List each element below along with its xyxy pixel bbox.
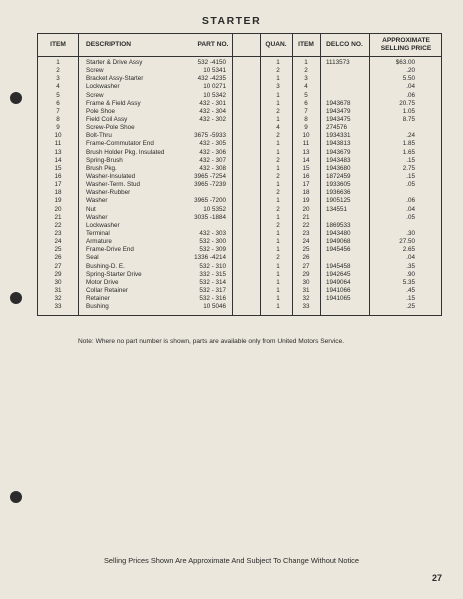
punch-hole: [10, 491, 22, 503]
item-2-cell: 20: [302, 205, 310, 213]
description-cell: Brush Holder Pkg. Insulated: [86, 148, 165, 156]
item-2-cell: 29: [302, 270, 310, 278]
description-cell: Washer: [86, 197, 108, 205]
description-cell: Motor Drive: [86, 278, 119, 286]
part-no-cell: 432 - 305: [199, 140, 226, 148]
item-cell: 2: [56, 67, 60, 75]
item-2-cell: 14: [302, 156, 310, 164]
price-cell: 8.75: [402, 115, 415, 123]
description-cell: Screw-Pole Shoe: [86, 124, 135, 132]
header-item: ITEM: [50, 41, 66, 48]
delco-no-cell: 1943479: [326, 107, 351, 115]
quantity-cell: 1: [276, 99, 280, 107]
delco-no-cell: 1943678: [326, 99, 351, 107]
part-no-cell: 3965 -7239: [194, 181, 226, 189]
quantity-cell: 2: [276, 132, 280, 140]
item-cell: 9: [56, 124, 60, 132]
table-row: [38, 108, 441, 116]
quantity-cell: 1: [276, 238, 280, 246]
delco-no-cell: 1945458: [326, 262, 351, 270]
item-2-cell: 23: [302, 229, 310, 237]
item-2-cell: 5: [304, 91, 308, 99]
table-row: [38, 75, 441, 83]
part-no-cell: 10 0271: [203, 83, 226, 91]
quantity-cell: 1: [276, 91, 280, 99]
quantity-cell: 2: [276, 172, 280, 180]
item-cell: 15: [54, 164, 62, 172]
item-2-cell: 4: [304, 83, 308, 91]
page-title: STARTER: [201, 15, 262, 27]
table-row: [38, 92, 441, 100]
delco-no-cell: 1113573: [326, 59, 350, 66]
quantity-cell: 1: [276, 278, 280, 286]
table-row: [38, 165, 441, 173]
table-row: [38, 124, 441, 132]
item-cell: 20: [54, 205, 62, 213]
quantity-cell: 1: [276, 213, 280, 221]
table-row: [38, 149, 441, 157]
item-cell: 29: [54, 270, 62, 278]
delco-no-cell: 1942645: [326, 270, 351, 278]
quantity-cell: 1: [276, 262, 280, 270]
price-cell: .30: [406, 229, 415, 237]
delco-no-cell: 1943679: [326, 148, 351, 156]
table-row: [38, 157, 441, 165]
quantity-cell: 2: [276, 205, 280, 213]
part-no-cell: 432 - 302: [199, 115, 226, 123]
item-2-cell: 1: [304, 59, 308, 66]
item-cell: 6: [56, 99, 60, 107]
table-row: [38, 263, 441, 271]
item-2-cell: 30: [302, 278, 310, 286]
description-cell: Field Coil Assy: [86, 115, 128, 123]
punch-hole: [10, 292, 22, 304]
item-cell: 18: [54, 189, 62, 197]
table-row: [38, 279, 441, 287]
description-cell: Nut: [86, 205, 96, 213]
part-no-cell: 432 -4235: [197, 75, 226, 83]
part-no-cell: 532 - 309: [199, 246, 226, 254]
price-cell: .15: [406, 156, 415, 164]
delco-no-cell: 134551: [326, 205, 348, 213]
part-no-cell: 3965 -7254: [194, 172, 226, 180]
description-cell: Screw: [86, 91, 104, 99]
item-cell: 23: [54, 229, 62, 237]
price-cell: .90: [406, 270, 415, 278]
description-cell: Bolt-Thru: [86, 132, 112, 140]
delco-no-cell: 1936636: [326, 189, 351, 197]
delco-no-cell: 1872459: [326, 172, 351, 180]
price-cell: .15: [406, 295, 415, 303]
quantity-cell: 1: [276, 59, 280, 66]
item-2-cell: 7: [304, 107, 308, 115]
item-cell: 8: [56, 115, 60, 123]
quantity-cell: 1: [276, 164, 280, 172]
part-no-cell: 432 - 303: [199, 229, 226, 237]
table-row: [38, 238, 441, 246]
part-no-cell: 1336 -4214: [194, 254, 226, 262]
description-cell: Frame-Drive End: [86, 246, 134, 254]
quantity-cell: 2: [276, 221, 280, 229]
table-row: [38, 59, 441, 67]
item-cell: 32: [54, 295, 62, 303]
delco-no-cell: 1943680: [326, 164, 351, 172]
price-cell: 2.75: [402, 164, 415, 172]
header-item-2: ITEM: [298, 41, 314, 48]
item-2-cell: 15: [302, 164, 310, 172]
price-cell: .25: [406, 303, 415, 311]
quantity-cell: 1: [276, 75, 280, 83]
item-cell: 22: [54, 221, 62, 229]
table-row: [38, 67, 441, 75]
price-cell: .04: [406, 205, 415, 213]
delco-no-cell: 1943475: [326, 115, 351, 123]
item-cell: 17: [54, 181, 62, 189]
item-2-cell: 9: [304, 124, 308, 132]
description-cell: Lockwasher: [86, 83, 120, 91]
item-2-cell: 24: [302, 238, 310, 246]
description-cell: Screw: [86, 67, 104, 75]
price-cell: .35: [406, 262, 415, 270]
table-row: [38, 197, 441, 205]
item-cell: 4: [56, 83, 60, 91]
description-cell: Armature: [86, 238, 112, 246]
description-cell: Pole Shoe: [86, 107, 116, 115]
item-2-cell: 21: [302, 213, 310, 221]
header-part-no: PART NO.: [197, 41, 229, 48]
price-cell: .06: [406, 197, 415, 205]
price-cell: .04: [406, 254, 415, 262]
table-row: [38, 271, 441, 279]
part-no-cell: 432 - 304: [199, 107, 226, 115]
part-no-cell: 10 5046: [203, 303, 226, 311]
quantity-cell: 2: [276, 189, 280, 197]
price-cell: .05: [406, 181, 415, 189]
item-2-cell: 3: [304, 75, 308, 83]
delco-no-cell: 1869533: [326, 221, 351, 229]
description-cell: Collar Retainer: [86, 286, 128, 294]
item-2-cell: 10: [302, 132, 310, 140]
table-row: [38, 116, 441, 124]
delco-no-cell: 1949064: [326, 278, 351, 286]
part-no-cell: 3965 -7200: [194, 197, 226, 205]
price-cell: 1.85: [402, 140, 415, 148]
description-cell: Spring-Brush: [86, 156, 123, 164]
punch-hole: [10, 92, 22, 104]
item-2-cell: 13: [302, 148, 310, 156]
part-no-cell: 10 5342: [203, 91, 226, 99]
item-2-cell: 11: [302, 140, 310, 148]
quantity-cell: 1: [276, 270, 280, 278]
description-cell: Frame & Field Assy: [86, 99, 141, 107]
table-row: [38, 173, 441, 181]
table-row: [38, 287, 441, 295]
item-cell: 3: [56, 75, 60, 83]
item-2-cell: 32: [302, 295, 310, 303]
item-cell: 19: [54, 197, 62, 205]
description-cell: Washer-Term. Stud: [86, 181, 141, 189]
price-cell: 5.35: [402, 278, 415, 286]
quantity-cell: 1: [276, 303, 280, 311]
price-cell: 1.65: [402, 148, 415, 156]
description-cell: Brush Pkg.: [86, 164, 117, 172]
description-cell: Spring-Starter Drive: [86, 270, 142, 278]
quantity-cell: 2: [276, 107, 280, 115]
item-2-cell: 8: [304, 115, 308, 123]
delco-no-cell: 1941066: [326, 286, 351, 294]
price-cell: 27.50: [399, 238, 415, 246]
price-cell: .05: [406, 213, 415, 221]
part-no-cell: 532 -4150: [197, 59, 226, 66]
item-cell: 25: [54, 246, 62, 254]
table-row: [38, 189, 441, 197]
delco-no-cell: 1933605: [326, 181, 351, 189]
quantity-cell: 1: [276, 229, 280, 237]
note-text: Note: Where no part number is shown, parts are available only from United Motors Service.: [78, 338, 345, 345]
item-cell: 7: [56, 107, 60, 115]
price-cell: .24: [406, 132, 415, 140]
delco-no-cell: 1943813: [326, 140, 351, 148]
part-no-cell: 432 - 301: [199, 99, 226, 107]
quantity-cell: 1: [276, 140, 280, 148]
delco-no-cell: 1943483: [326, 156, 351, 164]
item-2-cell: 2: [304, 67, 308, 75]
description-cell: Washer: [86, 213, 108, 221]
quantity-cell: 4: [276, 124, 280, 132]
item-2-cell: 27: [302, 262, 310, 270]
part-no-cell: 432 - 306: [199, 148, 226, 156]
table-row: [38, 303, 441, 311]
item-cell: 24: [54, 238, 62, 246]
quantity-cell: 1: [276, 115, 280, 123]
item-2-cell: 16: [302, 172, 310, 180]
header-description: DESCRIPTION: [86, 41, 132, 48]
table-row: [38, 132, 441, 140]
price-cell: $63.00: [395, 59, 415, 66]
table-row: [38, 206, 441, 214]
delco-no-cell: 274576: [326, 124, 348, 132]
description-cell: Starter & Drive Assy: [86, 59, 143, 66]
item-2-cell: 31: [302, 286, 310, 294]
description-cell: Frame-Commutator End: [86, 140, 154, 148]
table-row: [38, 181, 441, 189]
table-row: [38, 254, 441, 262]
header-quan: QUAN.: [265, 41, 287, 48]
part-no-cell: 532 - 317: [199, 286, 226, 294]
item-2-cell: 17: [302, 181, 310, 189]
item-cell: 13: [54, 148, 62, 156]
item-cell: 30: [54, 278, 62, 286]
quantity-cell: 1: [276, 197, 280, 205]
quantity-cell: 1: [276, 148, 280, 156]
description-cell: Bushing: [86, 303, 109, 311]
part-no-cell: 3035 -1884: [194, 213, 226, 221]
quantity-cell: 1: [276, 181, 280, 189]
item-2-cell: 22: [302, 221, 310, 229]
item-2-cell: 26: [302, 254, 310, 262]
quantity-cell: 1: [276, 246, 280, 254]
table-row: [38, 140, 441, 148]
item-2-cell: 18: [302, 189, 310, 197]
table-row: [38, 230, 441, 238]
quantity-cell: 1: [276, 286, 280, 294]
part-no-cell: 532 - 314: [199, 278, 226, 286]
part-no-cell: 532 - 300: [199, 238, 226, 246]
item-cell: 26: [54, 254, 62, 262]
part-no-cell: 3675 -5933: [194, 132, 226, 140]
description-cell: Lockwasher: [86, 221, 120, 229]
delco-no-cell: 1945456: [326, 246, 351, 254]
price-cell: .06: [406, 91, 415, 99]
price-cell: .45: [406, 286, 415, 294]
quantity-cell: 2: [276, 156, 280, 164]
footer-text: Selling Prices Shown Are Approximate And Subject To Change Without Notice: [104, 556, 359, 565]
item-cell: 10: [54, 132, 62, 140]
delco-no-cell: 1949068: [326, 238, 351, 246]
part-no-cell: 10 5341: [203, 67, 226, 75]
delco-no-cell: 1941065: [326, 295, 351, 303]
part-no-cell: 10 5352: [203, 205, 226, 213]
quantity-cell: 1: [276, 295, 280, 303]
description-cell: Terminal: [86, 229, 110, 237]
item-cell: 31: [54, 286, 62, 294]
item-2-cell: 25: [302, 246, 310, 254]
delco-no-cell: 1934331: [326, 132, 351, 140]
item-2-cell: 19: [302, 197, 310, 205]
header-delco-no: DELCO NO.: [326, 41, 363, 48]
item-cell: 16: [54, 172, 62, 180]
description-cell: Seal: [86, 254, 99, 262]
price-cell: 1.05: [402, 107, 415, 115]
part-no-cell: 532 - 316: [199, 295, 226, 303]
price-cell: .04: [406, 83, 415, 91]
item-cell: 33: [54, 303, 62, 311]
table-body: [38, 59, 441, 311]
table-row: [38, 83, 441, 91]
quantity-cell: 2: [276, 67, 280, 75]
part-no-cell: 332 - 315: [199, 270, 226, 278]
item-cell: 27: [54, 262, 62, 270]
table-row: [38, 214, 441, 222]
table-row: [38, 246, 441, 254]
description-cell: Bracket Assy-Starter: [86, 75, 144, 83]
quantity-cell: 2: [276, 254, 280, 262]
description-cell: Retainer: [86, 295, 110, 303]
price-cell: 20.75: [399, 99, 415, 107]
description-cell: Bushing-D. E.: [86, 262, 125, 270]
delco-no-cell: 1905125: [326, 197, 351, 205]
price-cell: .15: [406, 172, 415, 180]
price-cell: 2.65: [402, 246, 415, 254]
item-cell: 21: [54, 213, 62, 221]
item-cell: 14: [54, 156, 62, 164]
part-no-cell: 432 - 307: [199, 156, 226, 164]
delco-no-cell: 1943480: [326, 229, 351, 237]
quantity-cell: 3: [276, 83, 280, 91]
table-row: [38, 100, 441, 108]
description-cell: Washer-Rubber: [86, 189, 131, 197]
price-cell: .20: [406, 67, 415, 75]
parts-table: [37, 33, 442, 316]
table-row: [38, 295, 441, 303]
part-no-cell: 532 - 310: [199, 262, 226, 270]
description-cell: Washer-Insulated: [86, 172, 136, 180]
table-row: [38, 222, 441, 230]
header-price: APPROXIMATE SELLING PRICE: [380, 37, 432, 52]
price-cell: 5.50: [402, 75, 415, 83]
page-number: 27: [432, 573, 443, 583]
item-2-cell: 6: [304, 99, 308, 107]
item-cell: 5: [56, 91, 60, 99]
item-2-cell: 33: [302, 303, 310, 311]
item-cell: 1: [56, 59, 60, 66]
item-cell: 11: [54, 140, 62, 148]
part-no-cell: 432 - 308: [199, 164, 226, 172]
